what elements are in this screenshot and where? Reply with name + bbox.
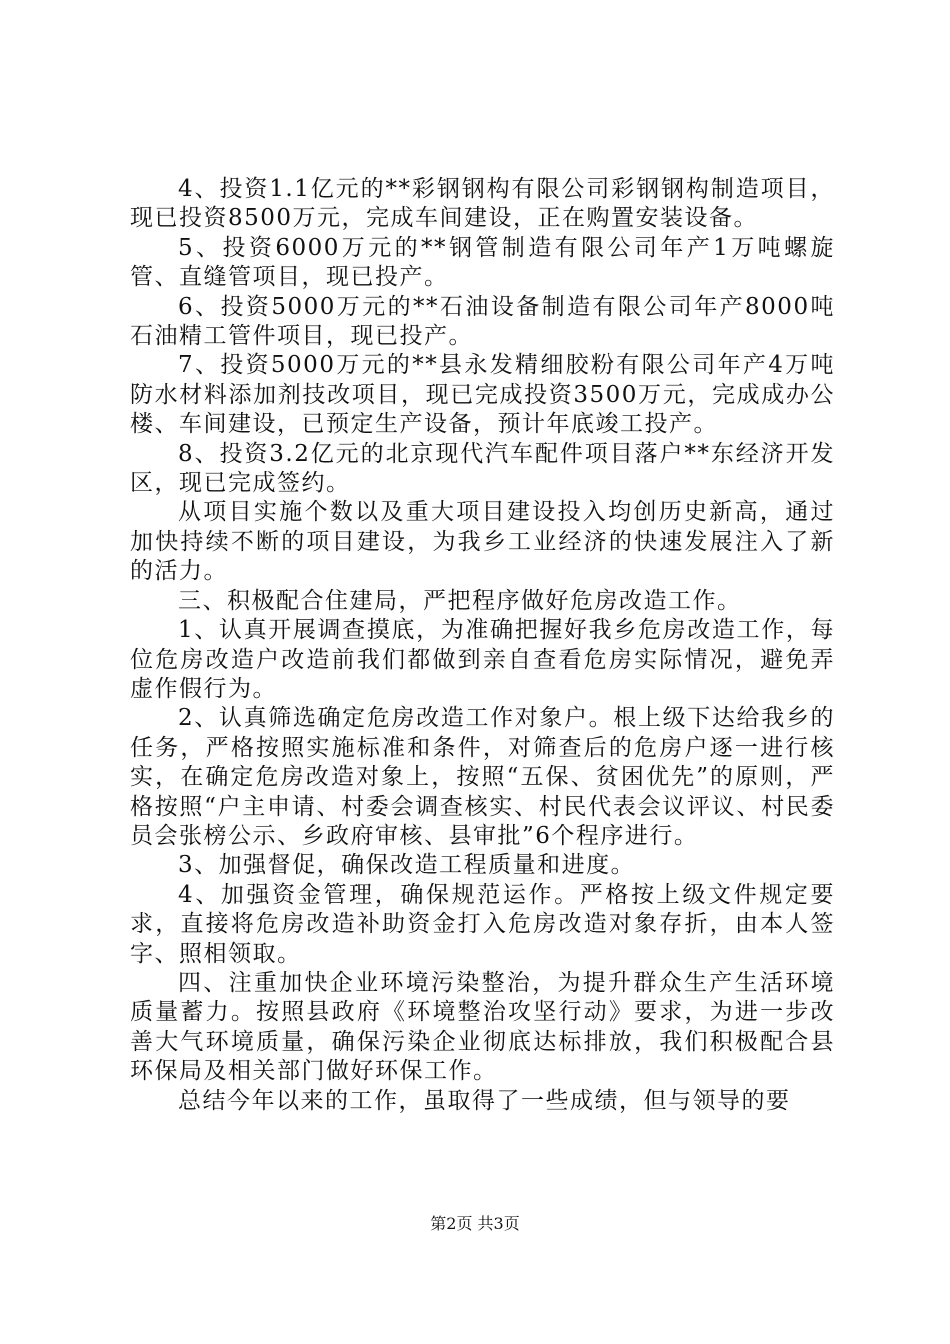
paragraph-4: 7、投资5000万元的**县永发精细胶粉有限公司年产4万吨防水材料添加剂技改项目，现已完成投资3500万元，完成成办公楼、车间建设，已预定生产设备，预计年底竣工投产。 [130,352,835,438]
paragraph-10: 3、加强督促，确保改造工程质量和进度。 [178,852,636,879]
section-paragraph-4: 四、注重加快企业环境污染整治，为提升群众生产生活环境质量蓄力。按照县政府《环境整治攻坚行动》要求，为进一步改善大气环境质量，确保污染企业彻底达标排放，我们积极配合县环保局及相关部门做好环保工作。 [130,969,835,1085]
paragraph-8: 1、认真开展调查摸底，为准确把握好我乡危房改造工作，每位危房改造户改造前我们都做到亲自查看危房实际情况，避免弄虚作假行为。 [130,617,835,702]
paragraph-1: 4、投资1.1亿元的**彩钢钢构有限公司彩钢钢构制造项目，现已投资8500万元，完成车间建设，正在购置安装设备。 [130,176,835,232]
document-body [130,175,835,1116]
paragraph-13: 总结今年以来的工作，虽取得了一些成绩，但与领导的要 [178,1087,791,1114]
paragraph-2: 5、投资6000万元的**钢管制造有限公司年产1万吨螺旋管、直缝管项目，现已投产。 [130,234,835,291]
section-heading-3: 三、积极配合住建局，严把程序做好危房改造工作。 [178,587,742,614]
paragraph-6: 从项目实施个数以及重大项目建设投入均创历史新高，通过加快持续不断的项目建设，为我乡工业经济的快速发展注入了新的活力。 [130,499,835,585]
paragraph-3: 6、投资5000万元的**石油设备制造有限公司年产8000吨石油精工管件项目，现已投产。 [130,293,835,350]
paragraph-9: 2、认真筛选确定危房改造工作对象户。根上级下达给我乡的任务，严格按照实施标准和条件，对筛查后的危房户逐一进行核实，在确定危房改造对象上，按照“五保、贫困优先”的原则，严格按照“户主申请、村委会调查核实、村民代表会议评议、村民委员会张榜公示、乡政府审核、县审批”6个程序进行。 [130,705,835,849]
page-footer: 第2页 共3页 [430,1214,520,1233]
paragraph-5: 8、投资3.2亿元的北京现代汽车配件项目落户**东经济开发区，现已完成签约。 [130,440,835,497]
paragraph-11: 4、加强资金管理，确保规范运作。严格按上级文件规定要求，直接将危房改造补助资金打入危房改造对象存折，由本人签字、照相领取。 [130,881,835,967]
